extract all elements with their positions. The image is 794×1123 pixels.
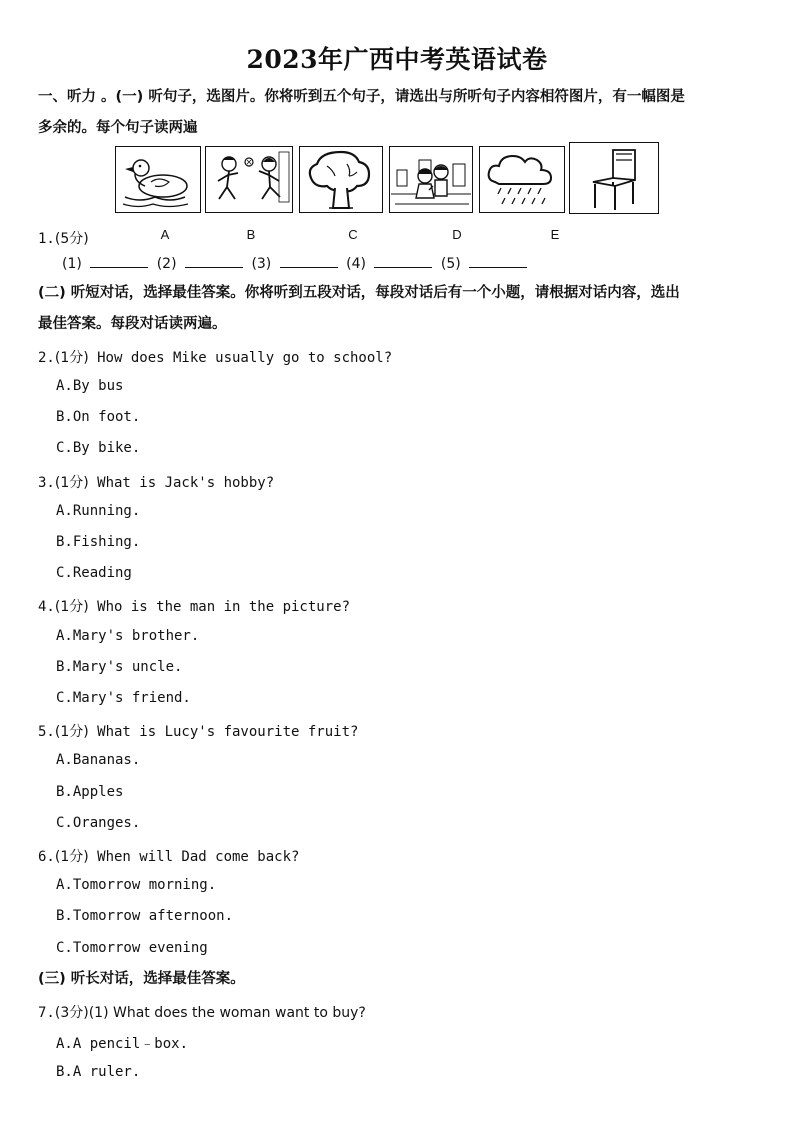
option-6a: A.Tomorrow morning. <box>56 877 217 893</box>
section-3-heading: (三) 听长对话，选择最佳答案。 <box>38 971 245 987</box>
option-3c: C.Reading <box>56 565 132 581</box>
option-3b: B.Fishing. <box>56 534 141 550</box>
instruction-line-2: 最佳答案。每段对话读两遍。 <box>38 316 227 332</box>
question-7: 7.(3分)(1) What does the woman want to buy? <box>38 1005 366 1021</box>
picture-label-b: B <box>246 227 256 242</box>
answer-blank-5[interactable] <box>469 254 527 268</box>
chair-icon <box>569 142 659 214</box>
question-2: 2.(1分) How does Mike usually go to school? <box>38 350 393 366</box>
option-6c: C.Tomorrow evening <box>56 940 208 956</box>
picture-label-d: D <box>452 227 462 242</box>
rain-cloud-icon <box>479 142 565 214</box>
option-5a: A.Bananas. <box>56 752 141 768</box>
duck-icon <box>115 142 201 214</box>
tree-icon <box>299 142 383 214</box>
section-2-instructions <box>38 278 762 340</box>
kids-football-icon <box>205 142 293 214</box>
picture-label-e: E <box>550 227 560 242</box>
answer-blank-2[interactable] <box>185 254 243 268</box>
picture-label-a: A <box>160 227 170 242</box>
option-7b: B.A ruler. <box>56 1064 141 1080</box>
option-4a: A.Mary's brother. <box>56 628 200 644</box>
option-7a: A.A pencil﹣box. <box>56 1036 189 1052</box>
instruction-line-1: 一、听力 。(一) 听句子，选图片。你将听到五个句子，请选出与所听句子内容相符图片，有一幅图是 <box>38 89 685 105</box>
instruction-line-1: (二) 听短对话，选择最佳答案。你将听到五段对话，每段对话后有一个小题，请根据对话内容，选出 <box>38 285 680 301</box>
question-3: 3.(1分) What is Jack's hobby? <box>38 475 275 491</box>
option-2a: A.By bus <box>56 378 124 394</box>
instruction-line-2: 多余的。每个句子读两遍 <box>38 120 198 136</box>
option-5c: C.Oranges. <box>56 815 141 831</box>
question-6: 6.(1分) When will Dad come back? <box>38 849 300 865</box>
option-3a: A.Running. <box>56 503 141 519</box>
page-title: 2023年广西中考英语试卷 <box>246 45 548 74</box>
option-2b: B.On foot. <box>56 409 141 425</box>
option-5b: B.Apples <box>56 784 124 800</box>
option-2c: C.By bike. <box>56 440 141 456</box>
option-6b: B.Tomorrow afternoon. <box>56 908 234 924</box>
question-5: 5.(1分) What is Lucy's favourite fruit? <box>38 724 359 740</box>
answer-blank-1[interactable] <box>90 254 148 268</box>
question-4: 4.(1分) Who is the man in the picture? <box>38 599 351 615</box>
answer-blank-4[interactable] <box>374 254 432 268</box>
picture-label-c: C <box>348 227 358 242</box>
answer-blank-3[interactable] <box>280 254 338 268</box>
question-1: 1.(5分) <box>38 231 89 247</box>
option-4c: C.Mary's friend. <box>56 690 191 706</box>
section-1-instructions <box>38 82 762 144</box>
children-city-icon <box>389 142 473 214</box>
question-1-blanks: (1) (2) (3) (4) (5) <box>62 254 527 272</box>
option-4b: B.Mary's uncle. <box>56 659 183 675</box>
